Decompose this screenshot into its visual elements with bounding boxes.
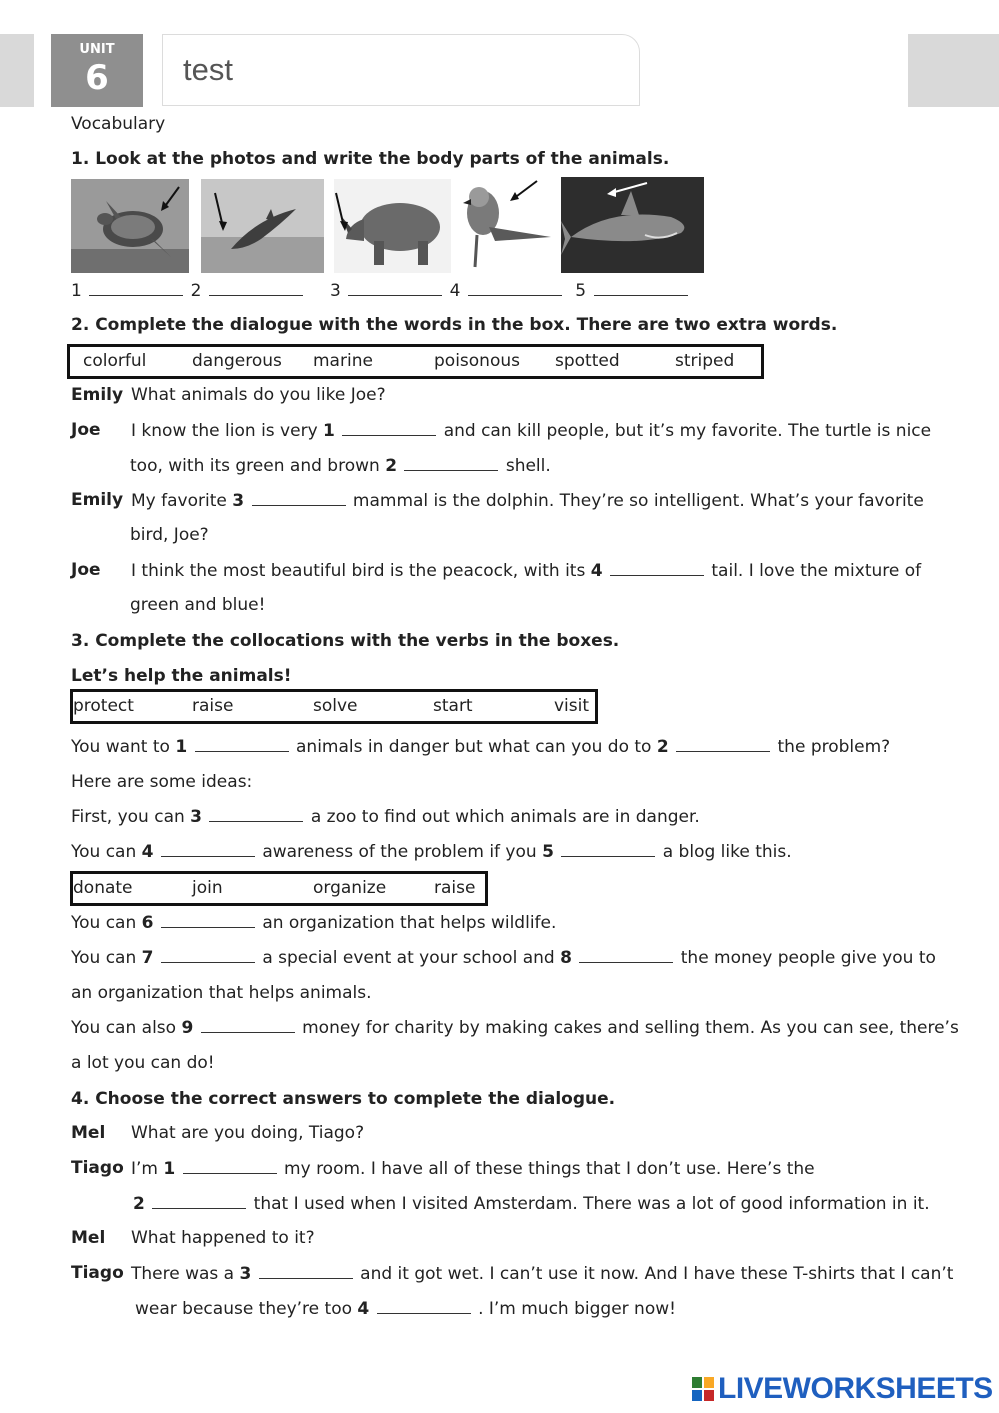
unit-label: UNIT bbox=[79, 42, 115, 57]
ex1-answer-row bbox=[71, 280, 305, 302]
line-text: You can bbox=[71, 913, 137, 933]
dialogue-line: bird, Joe? bbox=[130, 525, 209, 545]
ex3-line-7: an organization that helps animals. bbox=[71, 983, 372, 1003]
ex1-blank-4[interactable] bbox=[468, 280, 562, 296]
line-text: You can bbox=[71, 948, 137, 968]
ex2-blank-3[interactable] bbox=[252, 490, 346, 506]
blank-number: 1 bbox=[175, 737, 188, 757]
word-chip: solve bbox=[313, 696, 358, 716]
logo-grid-icon bbox=[692, 1377, 714, 1401]
shark-photo bbox=[561, 177, 704, 273]
ex1-num-1: 1 bbox=[71, 281, 82, 301]
line-text: I’m bbox=[131, 1159, 158, 1179]
ex2-heading: 2. Complete the dialogue with the words in the box. There are two extra words. bbox=[71, 315, 838, 335]
word-chip: spotted bbox=[555, 351, 620, 371]
line-text: shell. bbox=[505, 456, 551, 476]
unit-badge bbox=[51, 34, 143, 107]
ex3-line-1 bbox=[71, 736, 890, 758]
page-title: test bbox=[183, 52, 233, 87]
dialogue-line: What animals do you like Joe? bbox=[131, 385, 386, 405]
dolphin-photo bbox=[201, 179, 324, 273]
ex3-blank-4[interactable] bbox=[161, 841, 255, 857]
logo-text: LIVEWORKSHEETS bbox=[718, 1372, 993, 1405]
section-vocabulary: Vocabulary bbox=[71, 114, 166, 134]
line-text: I think the most beautiful bird is the peacock, with its bbox=[131, 561, 586, 581]
line-text: I know the lion is very bbox=[131, 421, 318, 441]
blank-number: 2 bbox=[656, 737, 669, 757]
title-box bbox=[162, 34, 640, 106]
ex3-line-8 bbox=[71, 1017, 959, 1039]
right-margin-tab bbox=[908, 34, 999, 107]
ex2-blank-4[interactable] bbox=[610, 560, 704, 576]
turtle-photo bbox=[71, 179, 189, 273]
line-text: an organization that helps wildlife. bbox=[262, 913, 557, 933]
blank-number: 7 bbox=[141, 948, 154, 968]
blank-number: 3 bbox=[190, 807, 203, 827]
left-margin-tab bbox=[0, 34, 34, 107]
line-text: awareness of the problem if you bbox=[262, 842, 537, 862]
blank-number: 1 bbox=[323, 421, 335, 441]
word-chip: dangerous bbox=[192, 351, 282, 371]
line-text: the money people give you to bbox=[680, 948, 936, 968]
ex1-blank-3[interactable] bbox=[348, 280, 442, 296]
blank-number: 6 bbox=[141, 913, 154, 933]
line-text: a blog like this. bbox=[662, 842, 792, 862]
word-chip: visit bbox=[554, 696, 590, 716]
ex4-blank-2[interactable] bbox=[152, 1193, 246, 1209]
ex3-blank-5[interactable] bbox=[561, 841, 655, 857]
speaker-mel: Mel bbox=[71, 1123, 106, 1143]
speaker-emily: Emily bbox=[71, 385, 124, 405]
ex2-blank-2[interactable] bbox=[404, 455, 498, 471]
word-chip: join bbox=[192, 878, 223, 898]
ex3-line-5 bbox=[71, 912, 556, 934]
blank-number: 3 bbox=[232, 491, 245, 511]
ex1-num-2: 2 bbox=[190, 281, 202, 301]
dialogue-line: green and blue! bbox=[130, 595, 266, 615]
blank-number: 9 bbox=[181, 1018, 194, 1038]
line-text: You want to bbox=[71, 737, 170, 757]
word-chip: start bbox=[433, 696, 473, 716]
dialogue-line bbox=[131, 420, 931, 441]
line-text: . I’m much bigger now! bbox=[478, 1299, 676, 1319]
word-chip: raise bbox=[434, 878, 476, 898]
dialogue-line bbox=[131, 560, 921, 581]
line-text: too, with its green and brown bbox=[130, 456, 380, 476]
blank-number: 2 bbox=[385, 456, 398, 476]
speaker-joe: Joe bbox=[71, 560, 101, 580]
line-text: money for charity by making cakes and selling them. As you can see, there’s bbox=[302, 1018, 959, 1038]
ex3-blank-8[interactable] bbox=[579, 947, 673, 963]
line-text: wear because they’re too bbox=[135, 1299, 352, 1319]
ex4-heading: 4. Choose the correct answers to complete the dialogue. bbox=[71, 1089, 616, 1109]
blank-number: 4 bbox=[590, 561, 603, 581]
ex3-blank-2[interactable] bbox=[676, 736, 770, 752]
line-text: You can also bbox=[71, 1018, 177, 1038]
ex3-word-box-1 bbox=[70, 689, 598, 724]
ex3-line-9: a lot you can do! bbox=[71, 1053, 215, 1073]
ex1-answer-row-2 bbox=[330, 280, 690, 302]
ex3-line-4 bbox=[71, 841, 792, 863]
ex3-line-3 bbox=[71, 806, 700, 828]
ex4-blank-4[interactable] bbox=[377, 1298, 471, 1314]
ex3-blank-3[interactable] bbox=[209, 806, 303, 822]
line-text: There was a bbox=[131, 1264, 235, 1284]
speaker-emily: Emily bbox=[71, 490, 124, 510]
ex1-num-5: 5 bbox=[575, 281, 587, 301]
word-chip: striped bbox=[675, 351, 735, 371]
ex2-word-box bbox=[67, 344, 764, 379]
line-text: mammal is the dolphin. They’re so intelligent. What’s your favorite bbox=[352, 491, 924, 511]
dialogue-line bbox=[130, 455, 551, 476]
ex1-num-3: 3 bbox=[330, 281, 341, 301]
ex2-blank-1[interactable] bbox=[342, 420, 436, 436]
blank-number: 8 bbox=[560, 948, 572, 968]
dialogue-line bbox=[131, 490, 924, 511]
ex3-line-2: Here are some ideas: bbox=[71, 772, 253, 792]
ex3-blank-9[interactable] bbox=[201, 1017, 295, 1033]
line-text: a zoo to find out which animals are in danger. bbox=[310, 807, 700, 827]
word-chip: marine bbox=[313, 351, 373, 371]
speaker-mel: Mel bbox=[71, 1228, 106, 1248]
line-text: a special event at your school and bbox=[262, 948, 555, 968]
ex4-blank-3[interactable] bbox=[259, 1263, 353, 1279]
ex1-heading: 1. Look at the photos and write the body parts of the animals. bbox=[71, 149, 670, 169]
blank-number: 4 bbox=[357, 1299, 370, 1319]
ex3-subheading: Let’s help the animals! bbox=[71, 666, 292, 686]
ex1-num-4: 4 bbox=[449, 281, 461, 301]
line-text: my room. I have all of these things that I don’t use. Here’s the bbox=[284, 1159, 815, 1179]
ex4-blank-1[interactable] bbox=[183, 1158, 277, 1174]
parrot-photo bbox=[455, 177, 555, 273]
rhino-photo bbox=[334, 179, 451, 273]
ex3-blank-7[interactable] bbox=[161, 947, 255, 963]
word-chip: organize bbox=[313, 878, 387, 898]
word-chip: poisonous bbox=[434, 351, 520, 371]
line-text: You can bbox=[71, 842, 137, 862]
ex3-blank-6[interactable] bbox=[161, 912, 255, 928]
ex1-blank-5[interactable] bbox=[594, 280, 688, 296]
blank-number: 4 bbox=[141, 842, 154, 862]
word-chip: raise bbox=[192, 696, 234, 716]
line-text: that I used when I visited Amsterdam. There was a lot of good information in it. bbox=[253, 1194, 930, 1214]
ex3-heading: 3. Complete the collocations with the verbs in the boxes. bbox=[71, 631, 620, 651]
word-chip: donate bbox=[73, 878, 133, 898]
speaker-tiago: Tiago bbox=[71, 1158, 124, 1178]
dialogue-line bbox=[131, 1263, 953, 1284]
blank-number: 2 bbox=[133, 1194, 145, 1214]
dialogue-line bbox=[135, 1298, 676, 1319]
ex3-blank-1[interactable] bbox=[195, 736, 289, 752]
ex1-blank-2[interactable] bbox=[209, 280, 303, 296]
line-text: and can kill people, but it’s my favorite. The turtle is nice bbox=[443, 421, 932, 441]
line-text: and it got wet. I can’t use it now. And I have these T-shirts that I can’t bbox=[360, 1264, 954, 1284]
speaker-tiago: Tiago bbox=[71, 1263, 124, 1283]
line-text: My favorite bbox=[131, 491, 227, 511]
dialogue-line: What are you doing, Tiago? bbox=[131, 1123, 365, 1143]
word-chip: colorful bbox=[83, 351, 147, 371]
ex3-line-6 bbox=[71, 947, 936, 969]
dialogue-line bbox=[133, 1193, 930, 1214]
blank-number: 5 bbox=[542, 842, 554, 862]
speaker-joe: Joe bbox=[71, 420, 101, 440]
line-text: the problem? bbox=[777, 737, 891, 757]
ex3-word-box-2 bbox=[70, 871, 488, 906]
line-text: tail. I love the mixture of bbox=[711, 561, 922, 581]
line-text: animals in danger but what can you do to bbox=[296, 737, 652, 757]
dialogue-line bbox=[131, 1158, 815, 1179]
line-text: First, you can bbox=[71, 807, 185, 827]
dialogue-line: What happened to it? bbox=[131, 1228, 315, 1248]
word-chip: protect bbox=[73, 696, 134, 716]
blank-number: 3 bbox=[239, 1264, 252, 1284]
unit-number: 6 bbox=[85, 58, 109, 98]
blank-number: 1 bbox=[163, 1159, 176, 1179]
ex1-blank-1[interactable] bbox=[89, 280, 183, 296]
